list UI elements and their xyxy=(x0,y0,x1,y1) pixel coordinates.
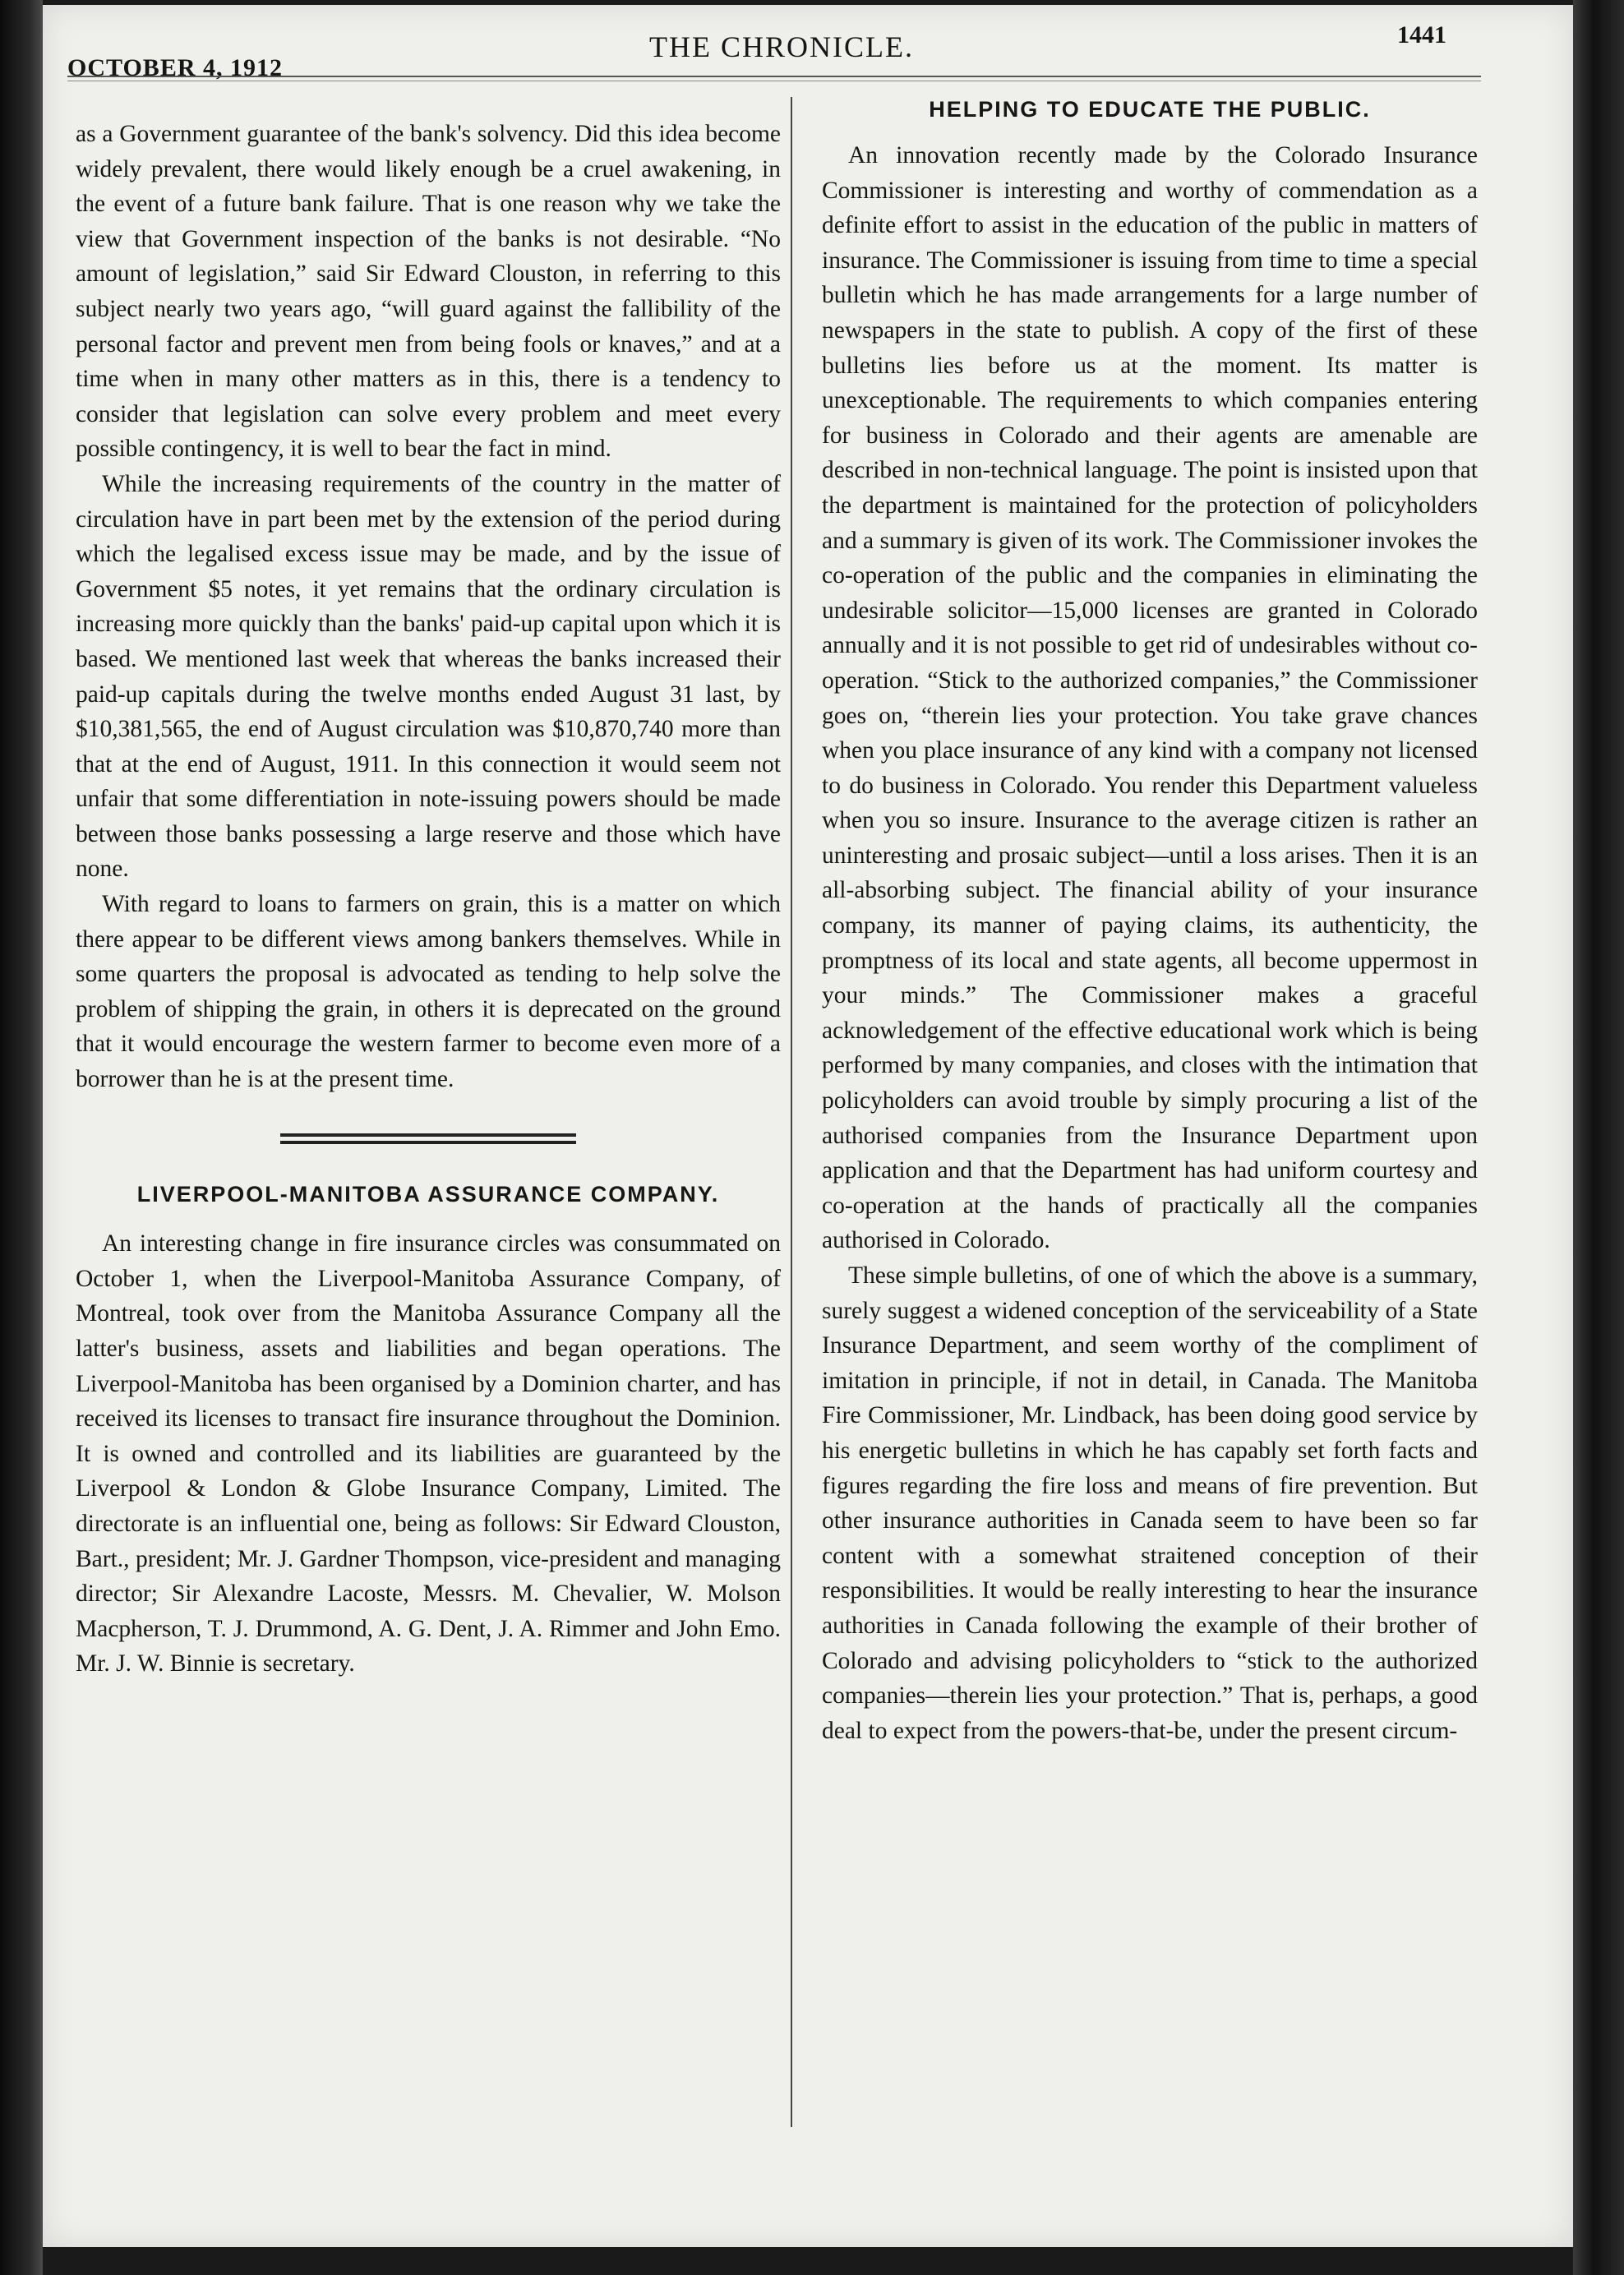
header-rule xyxy=(67,76,1481,77)
header-page-number: 1441 xyxy=(1397,21,1446,48)
header-publication-title: THE CHRONICLE. xyxy=(649,30,914,63)
left-paragraph-3: With regard to loans to farmers on grain, this is a matter on which there appear to be different views among bankers themselves. While in some quarters the proposal is advocated as tending to help solve the problem of shipping the grain, in others it is deprecated on the ground that it would encourage the western farmer to become even more of a borrower than he is at the present time. xyxy=(76,891,781,1093)
left-paragraph-1: as a Government guarantee of the bank's solvency. Did this idea become widely prevalent, there would likely enough be a cruel awakening, in the event of a future bank failure. That is one reason why we take the view that Government inspection of the banks is not desirable. “No amount of legislation,” said Sir Edward Clouston, in referring to this subject nearly two years ago, “will guard against the fallibility of the personal factor and prevent men from being fools or knaves,” and at a time when in many other matters as in this, there is a tendency to consider that legislation can solve every problem and meet every possible contingency, it is well to bear the fact in mind. xyxy=(76,121,781,463)
column-divider xyxy=(791,97,792,2127)
article-heading-liverpool-manitoba: LIVERPOOL-MANITOBA ASSURANCE COMPANY. xyxy=(136,1181,720,1207)
right-paragraph-2: These simple bulletins, of one of which the above is a summary, surely suggest a widened conception of the serviceability of a State Insurance Department, and seem worthy of the compliment of imitation in principle, if not in detail, in Canada. The Manitoba Fire Commissioner, Mr. Lindback, has been doing good service by his energetic bulletins in which he has capably set forth facts and figures regarding the fire loss and means of fire prevention. But other insurance authorities in Canada seem to have been so far content with a somewhat straitened conception of their responsibilities. It would be really interesting to hear the insurance authorities in Canada following the example of their brother of Colorado and advising policyholders to “stick to the authorized companies—therein lies your protection.” That is, perhaps, a good deal to expect from the powers-that-be, under the present circum- xyxy=(822,1262,1478,1744)
left-paragraph-2: While the increasing requirements of the country in the matter of circulation have in part been met by the extension of the period during which the legalised excess issue may be made, and by the issue of Government $5 notes, it yet remains that the ordinary circulation is increasing more quickly than the banks' paid-up capital upon which it is based. We mentioned last week that whereas the banks increased their paid-up capitals during the twelve months ended August 31 last, by $10,381,565, the end of August circulation was $10,870,740 more than that at the end of August, 1911. In this connection it would seem not unfair that some differentiation in note-issuing powers should be made between those banks possessing a large reserve and those which have none. xyxy=(76,470,781,883)
section-separator xyxy=(280,1133,576,1144)
scan-left-edge xyxy=(0,0,43,2275)
right-paragraph-1: An innovation recently made by the Colorado Insurance Commissioner is interesting and worthy of commendation as a definite effort to assist in the education of the public in matters of insurance. The Commissioner is issuing from time to time a special bulletin which he has made arrangements for a large number of newspapers in the state to publish. A copy of the first of these bulletins lies before us at the moment. Its matter is unexceptionable. The requirements to which companies entering for business in Colorado and their agents are amenable are described in non-technical language. The point is insisted upon that the department is maintained for the protection of policyholders and a summary is given of its work. The Commissioner invokes the co-operation of the public and the companies in eliminating the undesirable solicitor—15,000 licenses are granted in Colorado annually and it is not possible to get rid of undesirables without co-operation. “Stick to the authorized companies,” the Commissioner goes on, “therein lies your protection. You take grave chances when you place insurance of any kind with a company not licensed to do business in Colorado. You render this Department valueless when you so insure. Insurance to the average citizen is rather an uninteresting and prosaic subject—until a loss arises. Then it is an all-absorbing subject. The financial ability of your insurance company, its manner of paying claims, its authenticity, the promptness of its local and state agents, all become uppermost in your minds.” The Commissioner makes a graceful acknowledgement of the effective educational work which is being performed by many companies, and closes with the intimation that policyholders can avoid trouble by simply procuring a list of the authorised companies from the Insurance Department upon application and that the Department has had uniform courtesy and co-operation at the hands of practically all the companies authorised in Colorado. xyxy=(822,142,1478,1254)
right-column xyxy=(822,138,1478,1748)
left-column xyxy=(76,117,781,1682)
article-heading-educate-public: HELPING TO EDUCATE THE PUBLIC. xyxy=(929,97,1371,122)
scan-right-edge xyxy=(1573,0,1624,2275)
header-date: OCTOBER 4, 1912 xyxy=(67,54,283,81)
left-paragraph-4: An interesting change in fire insurance circles was consummated on October 1, when the Liverpool-Manitoba Assurance Company, of Montreal, took over from the Manitoba Assurance Company all the latter's business, assets and liabilities and began operations. The Liverpool-Manitoba has been organised by a Dominion charter, and has received its licenses to transact fire insurance throughout the Dominion. It is owned and controlled and its liabilities are guaranteed by the Liverpool & London & Globe Insurance Company, Limited. The directorate is an influential one, being as follows: Sir Edward Clouston, Bart., president; Mr. J. Gardner Thompson, vice-president and managing director; Sir Alexandre Lacoste, Messrs. M. Chevalier, W. Molson Macpherson, T. J. Drummond, A. G. Dent, J. A. Rimmer and John Emo. Mr. J. W. Binnie is secretary. xyxy=(76,1230,781,1677)
